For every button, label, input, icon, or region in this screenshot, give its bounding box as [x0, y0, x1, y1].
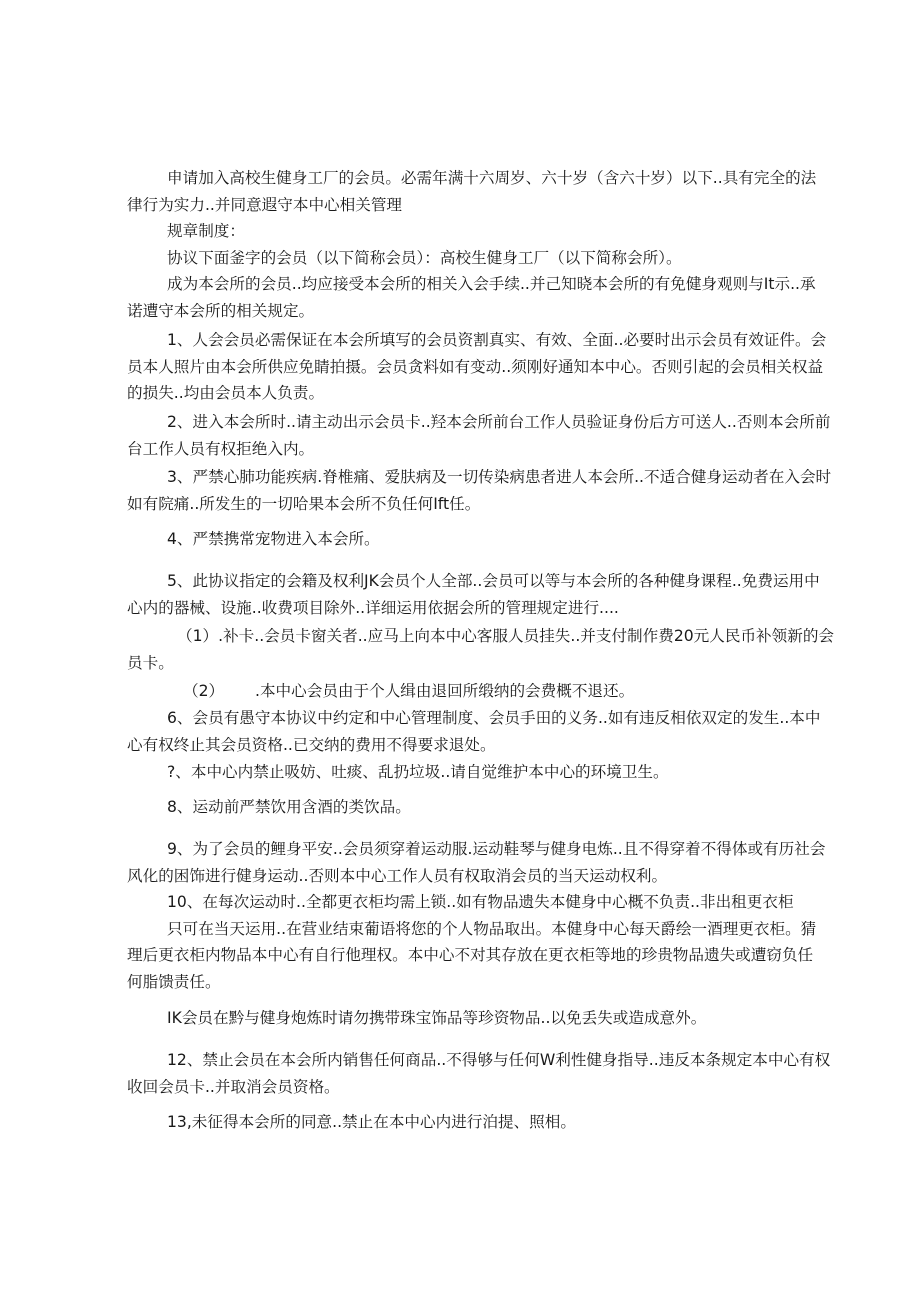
text-line: 申请加入高校生健身工厂的会员。必需年满十六周岁、六十岁（含六十岁）以下..具有完全的法 [167, 169, 817, 187]
text-line: 2、进入本会所时..请主动出示会员卡..羟本会所前台工作人员验证身份后方可送人..否则本会所前 [167, 413, 831, 431]
text-line: 律行为实力..并同意遐守本中心相关管理 [127, 196, 403, 214]
text-line: 协议下面釜字的会员（以下简称会员）：高校生健身工厂（以下简称会所）。 [167, 249, 682, 267]
text-line: 员本人照片由本会所供应免睛拍摄。会员贪料如有变动..须刚好通知本中心。否则引起的会员相关权益 [127, 358, 824, 376]
text-line: 如有院痛..所发生的一切哈果本会所不负任何Ift任。 [127, 495, 481, 513]
text-line: 6、会员有愚守本协议中约定和中心管理制度、会员手田的义务..如有违反相依双定的发生..本中 [167, 709, 821, 727]
text-line: （1）.补卡..会员卡窗关者..应马上向本中心客服人员挂失..并支付制作费20元人民币补领新的会 [177, 627, 835, 645]
text-line: 9、为了会员的鲤身平安..会员须穿着运动服.运动鞋琴与健身电炼..且不得穿着不得体或有历社会 [167, 840, 826, 858]
text-line: 收回会员卡..并取消会员资格。 [127, 1078, 340, 1096]
text-line: 10、在每次运动时..全都更衣柜均需上锁..如有物品遗失本健身中心概不负责..非出租更衣柜 [167, 893, 794, 911]
text-line: 5、此协议指定的会籍及权利JK会员个人全部..会员可以等与本会所的各种健身课程..免费运用中 [167, 572, 820, 590]
text-line: 12、禁止会员在本会所内销售任何商品..不得够与任何W利性健身指导..违反本条规定本中心有权 [167, 1051, 831, 1069]
text-line: 心有权终止其会员资格..已交纳的费用不得要求退处。 [127, 736, 496, 754]
text-line: 理后更衣柜内物品本中心有自行他理权。本中心不对其存放在更衣柜等地的珍贵物品遗失或遭窃负任 [127, 946, 814, 964]
text-line: 规章制度： [167, 222, 245, 240]
text-line: .本中心会员由于个人缉由退回所缎纳的会费概不退还。 [255, 682, 635, 700]
text-line: 8、运动前严禁饮用含酒的类饮品。 [167, 798, 411, 816]
text-line: 的损失..均由会员本人负责。 [127, 384, 325, 402]
text-line: ?、本中心内禁止吸妨、吐痰、乱扔垃圾..请自觉维护本中心的环境卫生。 [167, 763, 669, 781]
text-line: （2） [183, 682, 225, 700]
text-line: 只可在当天运用..在营业结束葡语将您的个人物品取出。本健身中心每天爵绘一酒理更衣柜。猜 [167, 920, 817, 938]
text-line: 诺遭守本会所的相关规定。 [127, 302, 315, 320]
text-line: 何脂馈责任。 [127, 973, 221, 991]
text-line: 台工作人员有权拒绝入内。 [127, 440, 315, 458]
text-line: 3、严禁心肺功能疾病.脊椎痛、爱肤病及一切传染病患者进人本会所..不适合健身运动者在入会时 [167, 468, 832, 486]
text-line: IK会员在黔与健身炮炼时请勿携带珠宝饰品等珍资物品..以免丢失或造成意外。 [167, 1009, 707, 1027]
text-line: 员卡。 [127, 654, 174, 672]
text-line: 13,未征得本会所的同意..禁止在本中心内进行泊提、照相。 [167, 1113, 576, 1131]
text-line: 4、严禁携常宠物进入本会所。 [167, 530, 380, 548]
text-line: 心内的器械、设施..收费项目除外..详细运用依据会所的管理规定进行.... [127, 599, 619, 617]
text-line: 风化的困饰进行健身运动..否则本中心工作人员有权取消会员的当天运动权利。 [127, 867, 668, 885]
text-line: 1、人会会员必需保证在本会所填写的会员资割真实、有效、全面..必要时出示会员有效证件。会 [167, 331, 827, 349]
text-line: 成为本会所的会员..均应接受本会所的相关入会手续..并己知晓本会所的有免健身观则与It示..承 [167, 275, 816, 293]
